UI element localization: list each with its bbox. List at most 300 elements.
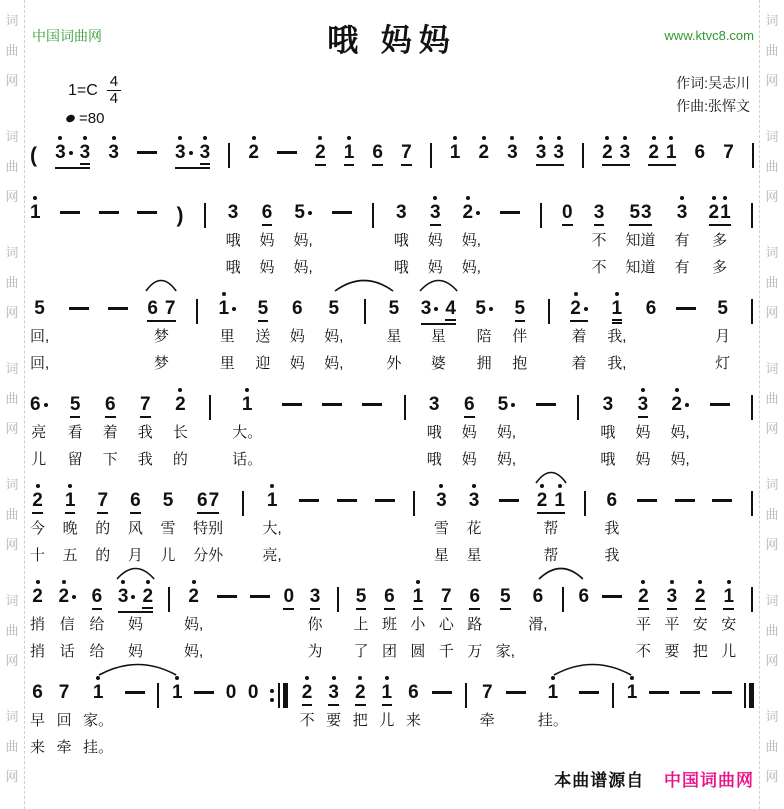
watermark-char: 曲 [5,739,19,754]
lyric-syllable [145,255,149,282]
lyric-syllable [750,516,754,543]
lyric-syllable [133,735,137,762]
lyric-syllable [340,228,344,255]
lyric-syllable [547,324,551,351]
lyric-syllable: 你 [307,616,323,633]
composer: 作曲:张恽文 [676,98,750,114]
lyric-syllable [175,735,179,762]
lyric-syllable [582,612,586,639]
lyric-syllable [551,735,555,762]
watermark-char: 网 [765,537,779,552]
lyric-syllable [241,516,245,543]
lyric-syllable [363,351,367,378]
lyric-syllable [684,351,688,378]
barline [750,386,754,474]
lyric-syllable [251,735,255,762]
lyric-syllable [412,516,416,543]
lyric-syllable: 亮 [31,424,47,441]
lyric-syllable [750,351,754,378]
lyric-syllable [503,612,507,639]
lyric-syllable [583,516,587,543]
lyric-syllable [195,324,199,351]
lyric-syllable: 万 [467,643,483,660]
lyric-syllable: 妈, [184,616,204,633]
lyric-syllable: 路 [467,616,483,633]
note: 2 着 着 [570,290,588,378]
barline [195,290,199,378]
lyric-syllable: 帮 [543,547,559,564]
note: 1 家。 挂。 [83,674,113,762]
note: 1 安 儿 [721,578,736,666]
music-system [30,134,754,168]
lyric-syllable [202,255,206,282]
note: 3 你 为 [307,578,322,666]
note: 6 早 来 [30,674,45,762]
lyric-syllable [544,447,548,474]
lyric-syllable [358,735,362,762]
lyric-syllable [539,228,543,255]
lyric-syllable: 哦 [225,259,241,276]
note: 0 [248,674,259,762]
note: 3 哦 哦 [427,386,442,474]
parenthesis: ( [30,144,37,167]
lyric-syllable: 着 [571,328,587,345]
lyric-syllable: 家, [495,643,515,660]
lyric-syllable [720,735,724,762]
dash [710,386,730,474]
lyric-syllable [76,324,80,351]
dash [60,194,80,282]
dash [69,290,89,378]
lyric-syllable [750,639,754,666]
lyric-syllable [385,735,389,762]
lyric-syllable: 要 [326,712,342,729]
lyric-syllable [576,420,580,447]
lyric-syllable: 把 [352,712,368,729]
lyric-syllable: 妈 [427,232,443,249]
lyric-syllable: 我 [604,520,620,537]
lyric-syllable [688,708,692,735]
lyric-syllable [241,543,245,570]
lyric-syllable: 星 [433,547,449,564]
barline [539,194,543,282]
dash [337,482,357,570]
time-signature [107,74,121,107]
lyric-syllable [649,324,653,351]
lyric-syllable: 回, [30,328,50,345]
watermark-char: 网 [5,73,19,88]
watermark-char: 词 [765,593,779,608]
lyric-syllable [225,612,229,639]
lyric-syllable: 儿 [379,712,395,729]
lyric-syllable: 妈, [461,232,481,249]
lyric-syllable: 风 [127,520,143,537]
lyric-syllable [166,639,170,666]
note: 2 平 不 [636,578,651,666]
dash [99,194,119,282]
lyric-syllable: 妈 [259,259,275,276]
lyric-syllable: 挂。 [83,739,114,756]
note: 1 [627,674,638,762]
lyric-syllable: 我, [607,328,627,345]
lyric-syllable [583,543,587,570]
lyric-syllable [587,735,591,762]
lyric-syllable [402,447,406,474]
beam-group: 3 2 妈 妈 [118,578,153,666]
dash [137,134,157,168]
dash [649,674,669,762]
watermark-char: 曲 [765,623,779,638]
lyric-syllable [336,612,340,639]
lyric-syllable: 花 [466,520,482,537]
note: 6 妈 妈 [462,386,477,474]
dash [299,482,319,570]
watermark-char: 曲 [765,507,779,522]
barline [156,674,160,762]
lyric-syllable [750,543,754,570]
note: 6 班 团 [382,578,397,666]
lyric-syllable: 哦 [426,451,442,468]
lyric-syllable: 回, [30,355,50,372]
lyric-syllable: 妈, [496,424,517,441]
watermark-char: 词 [765,129,779,144]
lyric-syllable [720,708,724,735]
note: 1 晚 五 [63,482,78,570]
site-name: 中国词曲网 [32,28,102,44]
lyric-syllable: 月 [127,547,143,564]
note: 1 大, 亮, [263,482,282,570]
barline [412,482,416,570]
lyric-syllable: 抱 [512,355,528,372]
lyric-syllable [412,543,416,570]
dash [137,194,157,282]
watermark-char: 曲 [765,43,779,58]
note: 3 有 有 [675,194,690,282]
watermark-char: 曲 [5,43,19,58]
music-system [30,674,754,762]
lyric-syllable: 妈, [293,259,313,276]
lyric-syllable [720,516,724,543]
note: 1 儿 [379,674,394,762]
beam-group: 6 7 梦 梦 [147,290,175,378]
watermark-char: 词 [5,477,19,492]
lyric-syllable [202,708,206,735]
lyric-syllable [166,612,170,639]
lyric-syllable: 团 [381,643,397,660]
lyric-syllable: 给 [89,643,105,660]
key-label: 1=C [68,81,98,99]
lyric-syllable: 不 [591,232,607,249]
note: 6 给 给 [89,578,104,666]
note: 5 妈, 妈, [324,290,343,378]
lyric-syllable: 千 [438,643,454,660]
note: 6 [694,142,706,163]
lyric-syllable [630,735,634,762]
lyric-syllable [202,228,206,255]
page-title: 哦 妈妈 [327,23,457,58]
sheet [30,134,754,762]
lyric-syllable: 儿 [160,547,176,564]
lyric-syllable [76,351,80,378]
lyric-syllable: 妈, [496,451,517,468]
lyric-syllable [576,447,580,474]
lyric-syllable: 妈 [127,616,143,633]
lyric-syllable [370,447,374,474]
lyric-syllable [332,735,336,762]
barline [561,578,565,666]
barline [750,578,754,666]
note: 1 [450,134,461,168]
lyric-syllable: 来 [30,739,46,756]
lyric-syllable: 妈 [461,424,477,441]
watermark-char: 曲 [5,391,19,406]
beam-group: 3 3 [55,134,90,168]
lyric-syllable [720,543,724,570]
lyric-syllable: 为 [307,643,323,660]
dash [322,386,342,474]
note: 3 [507,134,518,168]
lyric-syllable: 哦 [225,232,241,249]
watermark-char: 词 [5,13,19,28]
lyric-syllable: 里 [219,328,235,345]
lyric-syllable: 儿 [721,643,737,660]
music-system [30,386,754,474]
lyric-syllable: 班 [381,616,397,633]
lyric-syllable [485,735,489,762]
lyric-syllable [464,735,468,762]
left-border-rail [0,0,25,809]
dash [506,674,526,762]
dash [536,386,556,474]
lyric-syllable [330,420,334,447]
note: 1 [172,674,183,762]
dash [375,482,395,570]
note: 1 [30,194,41,282]
lyric-syllable: 看 [67,424,83,441]
beam-group: 2 1 [648,134,676,168]
note: 1 我, 我, [607,290,626,378]
lyric-syllable: 妈, [670,424,690,441]
lyric-syllable [508,255,512,282]
lyric-syllable: 拥 [476,355,492,372]
barline [576,386,580,474]
note: 6 妈 妈 [260,194,275,282]
note: 5 月 灯 [715,290,730,378]
lyric-syllable: 分外 [193,547,224,564]
lyric-syllable [336,639,340,666]
note-head-icon [65,113,76,123]
dash [432,674,452,762]
note: 6 [372,134,383,168]
note: 2 长 的 [173,386,188,474]
lyric-syllable: 的 [95,547,111,564]
note: 1 [344,134,355,168]
lyric-syllable: 妈, [461,259,481,276]
lyric-syllable [582,639,586,666]
watermark-char: 曲 [5,507,19,522]
note: 3 哦 哦 [600,386,615,474]
lyric-syllable: 帮 [543,520,559,537]
note: 1 挂。 [538,674,568,762]
lyric-syllable: 妈, [670,451,690,468]
note: 7 回 牵 [57,674,72,762]
watermark-char: 词 [5,593,19,608]
beam-group: 3 4 星 婆 [421,290,456,378]
watermark-char: 曲 [5,623,19,638]
site-url: www.ktvc8.com [664,28,754,43]
lyric-syllable: 家。 [83,712,114,729]
dash [250,578,270,666]
note: 0 [226,674,237,762]
lyric-syllable [514,735,518,762]
lyric-syllable [684,324,688,351]
key-signature [68,74,121,107]
lyric-syllable [145,228,149,255]
watermark-char: 网 [5,305,19,320]
lyric-syllable: 有 [674,232,690,249]
lyric-syllable: 哦 [426,424,442,441]
beam-group: 2 1 帮 帮 [537,482,565,570]
lyric-syllable [33,228,37,255]
lyric-syllable: 妈 [427,259,443,276]
lyric-syllable: 小 [410,616,426,633]
lyric-syllable: 大, [262,520,282,537]
note: 5 看 留 [68,386,83,474]
lyric-syllable [610,639,614,666]
lyric-syllable [195,351,199,378]
lyric-syllable [750,228,754,255]
lyric-syllable [251,708,255,735]
watermark-char: 网 [765,421,779,436]
dash [217,578,237,666]
source-label: 本曲谱源自 [554,771,645,790]
barline [750,482,754,570]
lyric-syllable [610,612,614,639]
lyric-syllable [587,708,591,735]
lyric-syllable: 捎 [30,643,46,660]
watermark-char: 曲 [765,159,779,174]
barline [363,290,367,378]
lyric-syllable [440,708,444,735]
lyric-syllable [750,255,754,282]
lyric-syllable [290,447,294,474]
note: 5 家, [496,578,515,666]
note: 6 来 [406,674,421,762]
lyric-syllable: 留 [67,451,83,468]
barline [547,290,551,378]
lyric-syllable: 我 [137,424,153,441]
note: 6 妈 妈 [290,290,305,378]
music-system [30,194,754,282]
music-system [30,578,754,666]
lyric-syllable [630,708,634,735]
repeat-sign [270,674,288,762]
lyric-syllable: 哦 [600,451,616,468]
note: 2 安 把 [693,578,708,666]
beam-group: 3 3 [175,134,210,168]
dash [282,386,302,474]
note: 1 大。 话。 [232,386,262,474]
lyric-syllable [561,639,565,666]
lyric-syllable: 今 [30,520,46,537]
watermark-char: 词 [765,245,779,260]
note: 2 不 [300,674,315,762]
lyric-syllable: 雪 [160,520,176,537]
lyric-syllable [229,708,233,735]
lyric-syllable [440,735,444,762]
barline [583,482,587,570]
lyric-syllable: 信 [59,616,75,633]
note: 6 亮 儿 [30,386,48,474]
dash [362,386,382,474]
source-site: 中国词曲网 [664,771,754,790]
watermark-char: 网 [765,769,779,784]
note: 6 路 万 [467,578,482,666]
lyric-syllable [305,735,309,762]
dash [579,674,599,762]
note: 3 [108,134,119,168]
watermark-char: 词 [765,361,779,376]
lyric-syllable: 哦 [393,232,409,249]
lyric-syllable: 梦 [153,328,169,345]
note: 2 妈, 妈, [184,578,203,666]
footer [554,766,754,791]
lyric-syllable: 知道 [625,232,656,249]
lyric-syllable [539,255,543,282]
lyric-syllable [208,447,212,474]
note: 2 [248,134,259,168]
lyric-syllable: 雪 [433,520,449,537]
barline [336,578,340,666]
lyric-syllable [645,543,649,570]
watermark-char: 词 [5,245,19,260]
watermark-char: 词 [5,709,19,724]
lyric-syllable [657,735,661,762]
lyric-syllable [287,612,291,639]
lyric-syllable [507,543,511,570]
lyric-syllable [611,708,615,735]
lyric-syllable [277,735,281,762]
barline [582,134,584,168]
lyricist: 作词:吴志川 [676,75,750,91]
lyric-syllable [747,708,751,735]
beam-group: 3 3 [536,134,564,168]
dash [602,578,622,666]
lyric-syllable: 亮, [262,547,282,564]
note: 7 牵 [480,674,495,762]
lyric-syllable [33,255,37,282]
lyric-syllable: 妈, [324,328,344,345]
lyric-syllable: 来 [405,712,421,729]
note: 6 着 下 [103,386,118,474]
lyric-syllable: 妈 [289,355,305,372]
barline [752,134,754,168]
dash [108,290,128,378]
lyric-syllable: 长 [172,424,188,441]
dash [332,194,352,282]
watermark-char: 词 [5,361,19,376]
lyric-syllable: 把 [692,643,708,660]
note: 2 妈, 妈, [462,194,481,282]
note: 7 心 千 [439,578,454,666]
dash [500,194,520,282]
note: 5 陪 拥 [475,290,493,378]
watermark-char: 网 [5,189,19,204]
lyric-syllable: 话 [59,643,75,660]
lyric-syllable: 妈 [259,232,275,249]
barline [750,290,754,378]
tempo-value: =80 [79,110,105,127]
